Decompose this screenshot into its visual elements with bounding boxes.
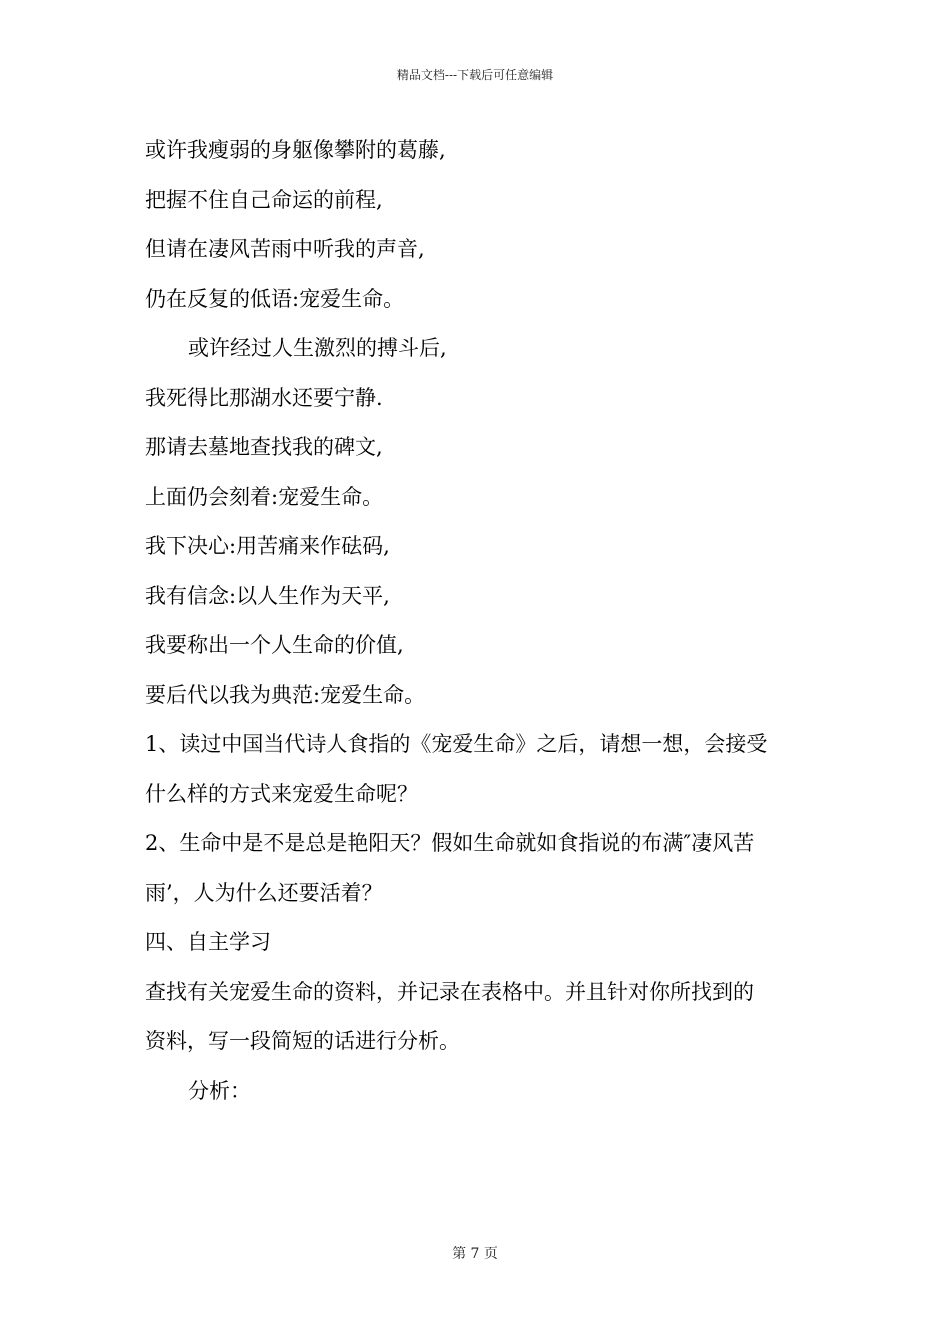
poem-line: 仍在反复的低语:宠爱生命。 [145,286,405,311]
instruction-line-1: 查找有关宠爱生命的资料，并记录在表格中。并且针对你所找到的 [145,979,754,1004]
section-heading: 四、自主学习 [145,930,271,954]
poem-line: 我要称出一个人生命的价值, [145,633,404,657]
poem-line: 我死得比那湖水还要宁静. [145,385,383,410]
poem-line: 我下决心:用苦痛来作砝码, [145,534,390,558]
page-number: 第 7 页 [452,1246,498,1262]
page-header: 精品文档---下载后可任意编辑 [396,68,554,82]
analysis-label: 分析： [188,1078,251,1103]
poem-line: 但请在凄风苦雨中听我的声音, [145,237,425,261]
instruction-line-2: 资料，写一段简短的话进行分析。 [145,1029,460,1053]
question-1-line-1: 1、读过中国当代诗人食指的《宠爱生命》之后，请想一想，会接受 [145,732,768,756]
document-body [145,132,815,1122]
question-2-line-1: 2、生命中是不是总是艳阳天？假如生命就如食指说的布满″凄风苦 [145,831,755,855]
poem-line: 要后代以我为典范:宠爱生命。 [145,682,426,707]
question-2-line-2: 雨’，人为什么还要活着？ [145,880,383,905]
question-1-line-2: 什么样的方式来宠爱生命呢？ [145,781,418,806]
poem-line: 上面仍会刻着:宠爱生命。 [145,484,384,509]
poem-line: 或许我瘦弱的身躯像攀附的葛藤, [145,138,446,162]
poem-line: 或许经过人生激烈的搏斗后, [188,336,447,360]
poem-line: 那请去墓地查找我的碑文, [145,435,383,459]
poem-line: 我有信念:以人生作为天平, [145,583,390,608]
poem-line: 把握不住自己命运的前程, [145,187,383,212]
